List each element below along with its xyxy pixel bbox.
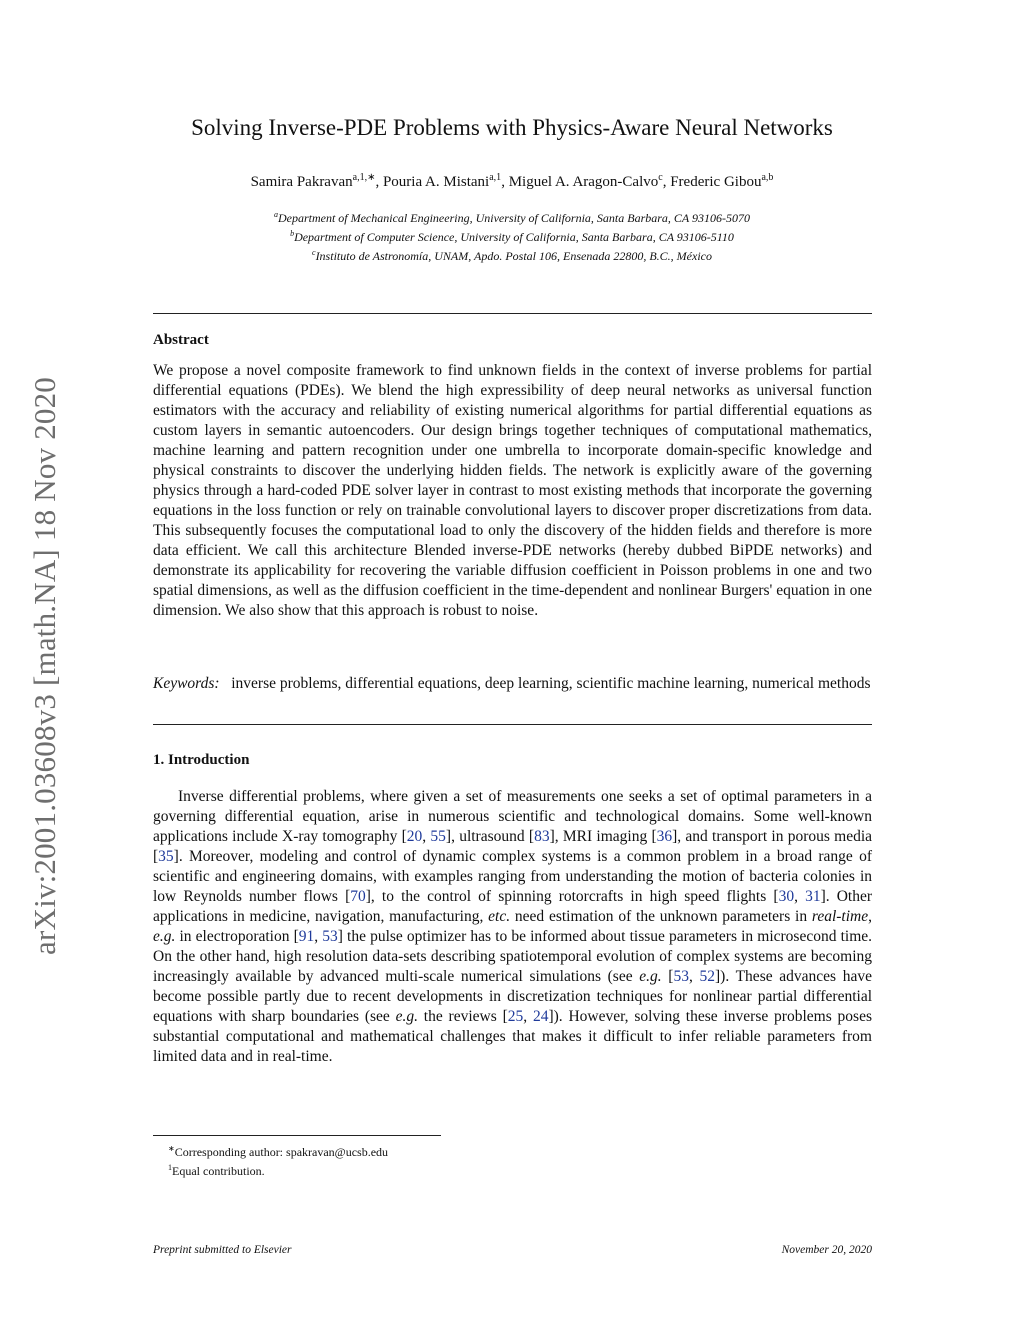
- author-affiliation-mark: a,1: [489, 172, 502, 183]
- text-run: ]). These advances have become possible partly due to recent developments in discretization techniques for nonlinear partial differential equations with sharp boundaries (see: [153, 968, 872, 1025]
- text-run: ,: [688, 968, 700, 985]
- italic-text: e.g.: [639, 968, 662, 985]
- citation-link[interactable]: 52: [699, 968, 716, 985]
- italic-text: real-time: [811, 908, 869, 925]
- text-run: ], and transport in porous media [: [153, 828, 873, 865]
- footnote-rule: [153, 1135, 441, 1136]
- citation-link[interactable]: 24: [532, 1008, 549, 1025]
- footnote-line: $^1$Equal contribution.: [168, 1163, 265, 1178]
- abstract-bottom-rule: [153, 724, 872, 725]
- text-run: the reviews [: [417, 1008, 508, 1025]
- citation-link[interactable]: 30: [778, 888, 795, 905]
- author-name: Frederic Gibou: [670, 174, 762, 190]
- affiliation-line: $^b$Department of Computer Science, University of California, Santa Barbara, CA 93106-5110: [290, 229, 734, 244]
- abstract-top-rule: [153, 313, 872, 314]
- author-affiliation-mark: a,b: [761, 172, 774, 183]
- text-run: ], ultrasound [: [445, 828, 535, 845]
- text-run: ], to the control of spinning rotorcrafts in high speed flights [: [365, 888, 779, 905]
- citation-link[interactable]: 36: [656, 828, 673, 845]
- citation-link[interactable]: 83: [534, 828, 550, 845]
- text-run: in electroporation [: [175, 928, 299, 945]
- text-run: ,: [314, 928, 323, 945]
- arxiv-identifier-stamp: arXiv:2001.03608v3 [math.NA] 18 Nov 2020: [27, 377, 62, 955]
- text-run: [: [661, 968, 674, 985]
- text-run: ], MRI imaging [: [549, 828, 657, 845]
- keywords-text: inverse problems, differential equations, deep learning, scientific machine learning, numerical methods: [231, 675, 871, 692]
- footer-journal-note: Preprint submitted to Elsevier: [153, 1244, 292, 1256]
- text-run: ,: [794, 888, 806, 905]
- text-run: need estimation of the unknown parameters in: [510, 908, 812, 925]
- italic-text: e.g.: [395, 1008, 418, 1025]
- footnote-line: ∗Corresponding author: spakravan@ucsb.edu: [168, 1144, 389, 1159]
- citation-link[interactable]: 31: [805, 888, 821, 905]
- citation-link[interactable]: 53: [322, 928, 338, 945]
- citation-link[interactable]: 70: [350, 888, 366, 905]
- citation-link[interactable]: 35: [158, 848, 174, 865]
- author-affiliation-mark: a,1,∗: [352, 172, 376, 183]
- affiliation-line: $^a$Department of Mechanical Engineering, University of California, Santa Barbara, CA 93106-5070: [273, 210, 751, 225]
- paper-title: Solving Inverse-PDE Problems with Physics-Aware Neural Networks: [191, 115, 833, 140]
- footer-date: November 20, 2020: [781, 1244, 872, 1256]
- italic-text: etc.: [488, 908, 511, 925]
- citation-link[interactable]: 91: [298, 928, 315, 945]
- text-run: ]. Moreover, modeling and control of dynamic complex systems is a common problem in a broad range of scientific and engineering domains, with examples ranging from understanding the motion of bacteria colonies in low Reynolds number flows [: [153, 848, 872, 905]
- keywords: [153, 674, 872, 694]
- text-run: ,: [523, 1008, 533, 1025]
- intro-heading: 1. Introduction: [153, 752, 250, 768]
- text-run: Inverse differential problems, where given a set of measurements one seeks a set of optimal parameters in a governing differential equation, arise in numerous scientific and technological domains. Some well-known applications include X-ray tomography [: [153, 788, 872, 845]
- footnotes: [168, 1141, 388, 1179]
- author-list: Samira Pakravan$^{a,1,∗}$, Pouria A. Mistani$^{a,1}$, Miguel A. Aragon-Calvo$^c$, Frederic Gibou$^{a,b}$: [250, 172, 774, 190]
- text-run: ]). However, solving these inverse problems poses substantial computational and mathematical challenges that makes it difficult to infer reliable parameters from limited data and in real-time.: [153, 1008, 873, 1065]
- author-name: Pouria A. Mistani: [382, 174, 490, 190]
- keywords-label: Keywords:: [153, 675, 220, 692]
- abstract-text: We propose a novel composite framework to find unknown fields in the context of inverse problems for partial differential equations (PDEs). We blend the high expressibility of deep neural networks as universal function estimators with the accuracy and reliability of existing numerical algorithms for partial differential equations as custom layers in semantic autoencoders. Our design brings together techniques of computational mathematics, machine learning and pattern recognition under one umbrella to incorporate domain-specific knowledge and physical constraints to discover the underlying hidden fields. The network is explicitly aware of the governing physics through a hard-coded PDE solver layer in contrast to most existing methods that incorporate the governing equations in the loss function or rely on trainable convolutional layers to discover proper discretizations from data. This subsequently focuses the computational load to only the discovery of the hidden fields and therefore is more data efficient. We call this architecture Blended inverse-PDE networks (hereby dubbed BiPDE networks) and demonstrate its applicability for recovering the variable diffusion coefficient in Poisson problems in one and two spatial dimensions, as well as the diffusion coefficient in the time-dependent and nonlinear Burgers' equation in one dimension. We also show that this approach is robust to noise.: [153, 362, 872, 619]
- citation-link[interactable]: 20: [406, 828, 423, 845]
- affiliation-list: [120, 207, 904, 264]
- text-run: ]. Other applications in medicine, navigation, manufacturing,: [153, 888, 873, 925]
- citation-link[interactable]: 53: [673, 968, 689, 985]
- text-run: ,: [422, 828, 431, 845]
- author-name: Miguel A. Aragon-Calvo: [508, 174, 659, 190]
- intro-paragraph: [153, 787, 872, 1067]
- italic-text: e.g.: [153, 928, 176, 945]
- author-name: Samira Pakravan: [250, 174, 353, 190]
- author-affiliation-mark: c: [658, 172, 663, 183]
- abstract-heading: Abstract: [153, 332, 209, 348]
- text-run: ] the pulse optimizer has to be informed about tissue parameters in microsecond time. On the other hand, high resolution data-sets describing spatiotemporal evolution of complex systems are becoming increasingly available by advanced multi-scale numerical simulations (see: [153, 928, 873, 985]
- text-run: ,: [868, 908, 872, 925]
- affiliation-line: $^c$Instituto de Astronomía, UNAM, Apdo. Postal 106, Ensenada 22800, B.C., México: [312, 248, 712, 263]
- citation-link[interactable]: 55: [430, 828, 446, 845]
- citation-link[interactable]: 25: [507, 1008, 524, 1025]
